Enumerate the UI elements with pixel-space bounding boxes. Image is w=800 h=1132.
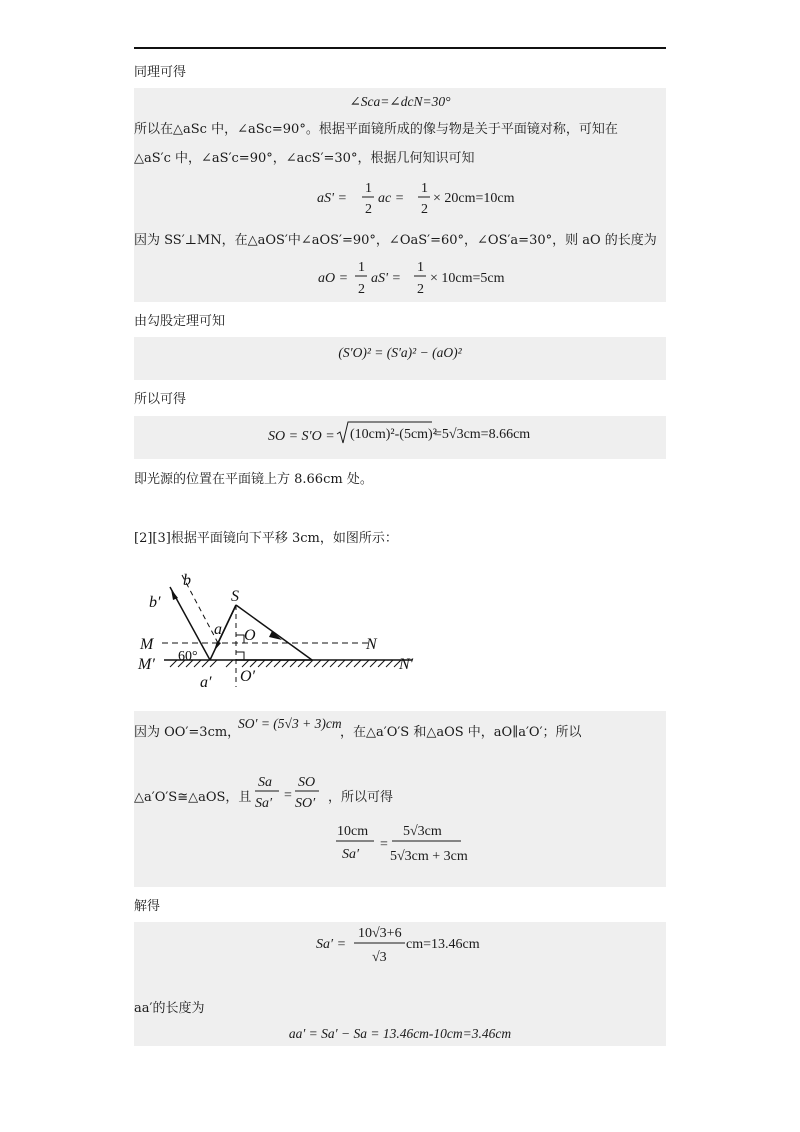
svg-text:cm=13.46cm: cm=13.46cm [406, 937, 480, 952]
text-line: 即光源的位置在平面镜上方 8.66cm 处。 [134, 472, 373, 487]
svg-text:S: S [231, 588, 239, 605]
equation: aa′ = Sa′ − Sa = 13.46cm-10cm=3.46cm [288, 1026, 512, 1041]
svg-text:M′: M′ [138, 656, 155, 673]
svg-text:10cm: 10cm [337, 824, 369, 839]
header-rule [134, 47, 666, 49]
svg-text:N: N [366, 636, 377, 653]
svg-text:aO =: aO = [318, 271, 349, 286]
svg-text:=: = [284, 788, 292, 803]
text-line: aa′的长度为 [134, 1001, 205, 1016]
svg-text:b: b [183, 572, 191, 589]
text-line: 所以在△aSc 中，∠aSc=90°。根据平面镜所成的像与物是关于平面镜对称，可知在 [134, 122, 618, 137]
equation: SO′ = (5√3 + 3)cm [238, 716, 342, 731]
text-line: △aS′c 中，∠aS′c=90°，∠acS′=30°，根据几何知识可知 [134, 151, 475, 166]
arrow-icon [171, 589, 178, 600]
svg-text:b′: b′ [149, 594, 161, 611]
equation [134, 416, 666, 459]
svg-text:10√3+6: 10√3+6 [358, 926, 402, 941]
equation [134, 711, 666, 887]
equation: ∠Sca=∠dcN=30° [349, 94, 451, 109]
svg-text:SO′: SO′ [295, 796, 316, 811]
text-line: [2][3]根据平面镜向下平移 3cm，如图所示： [134, 531, 398, 546]
svg-text:=: = [380, 837, 388, 852]
text-line: 同理可得 [134, 65, 187, 80]
svg-text:aS' =: aS' = [317, 191, 347, 206]
svg-text:a′: a′ [200, 674, 212, 691]
text-line: 所以可得 [134, 392, 187, 407]
svg-text:Sa′: Sa′ [255, 796, 273, 811]
solution-box [134, 922, 666, 1046]
mirror-diagram [134, 567, 444, 692]
solution-box [134, 337, 666, 380]
text-line: ，所以可得 [328, 790, 394, 805]
svg-text:60°: 60° [178, 649, 198, 664]
svg-text:√3: √3 [372, 950, 387, 965]
svg-text:2: 2 [421, 202, 428, 217]
right-angle-mark [236, 652, 244, 660]
svg-text:1: 1 [421, 181, 428, 196]
svg-text:(10cm)²-(5cm)²: (10cm)²-(5cm)² [350, 427, 437, 442]
svg-text:Sa′: Sa′ [342, 847, 360, 862]
text-line: 由勾股定理可知 [134, 314, 226, 329]
text-line: △a′O′S≅△aOS，且 [134, 790, 252, 805]
text-line: ，在△a′O′S 和△aOS 中，aO∥a′O′；所以 [340, 725, 582, 740]
text-line: 因为 SS′⊥MN，在△aOS′中∠aOS′=90°，∠OaS′=60°，∠OS′a=30°，则 aO 的长度为 [134, 233, 657, 248]
mirror-hatch [170, 660, 401, 667]
svg-text:5√3cm + 3cm: 5√3cm + 3cm [390, 849, 468, 864]
svg-text:Sa: Sa [258, 775, 272, 790]
svg-text:aS' =: aS' = [371, 271, 401, 286]
svg-text:=5√3cm=8.66cm: =5√3cm=8.66cm [434, 427, 531, 442]
right-angle-mark [236, 635, 244, 643]
svg-text:N′: N′ [399, 656, 414, 673]
svg-text:2: 2 [417, 282, 424, 297]
svg-text:Sa′ =: Sa′ = [316, 937, 347, 952]
svg-text:a: a [214, 621, 222, 638]
svg-text:1: 1 [358, 260, 365, 275]
svg-text:ac =: ac = [378, 191, 405, 206]
svg-text:SO: SO [298, 775, 316, 790]
equation [134, 88, 666, 302]
svg-text:1: 1 [417, 260, 424, 275]
svg-text:O′: O′ [240, 668, 256, 685]
text-line: 解得 [134, 899, 161, 914]
svg-text:O: O [244, 627, 256, 644]
svg-text:M: M [140, 636, 154, 653]
svg-text:1: 1 [365, 181, 372, 196]
arrow-icon [269, 631, 282, 640]
solution-box [134, 416, 666, 459]
solution-box [134, 711, 666, 887]
svg-text:× 10cm=5cm: × 10cm=5cm [430, 271, 505, 286]
text-line: 因为 OO′=3cm， [134, 725, 241, 740]
svg-text:2: 2 [358, 282, 365, 297]
svg-text:5√3cm: 5√3cm [403, 824, 442, 839]
svg-text:× 20cm=10cm: × 20cm=10cm [433, 191, 515, 206]
svg-text:SO = S′O =: SO = S′O = [268, 429, 335, 444]
svg-text:2: 2 [365, 202, 372, 217]
solution-box [134, 88, 666, 302]
equation: (S′O)² = (S′a)² − (aO)² [338, 345, 462, 360]
